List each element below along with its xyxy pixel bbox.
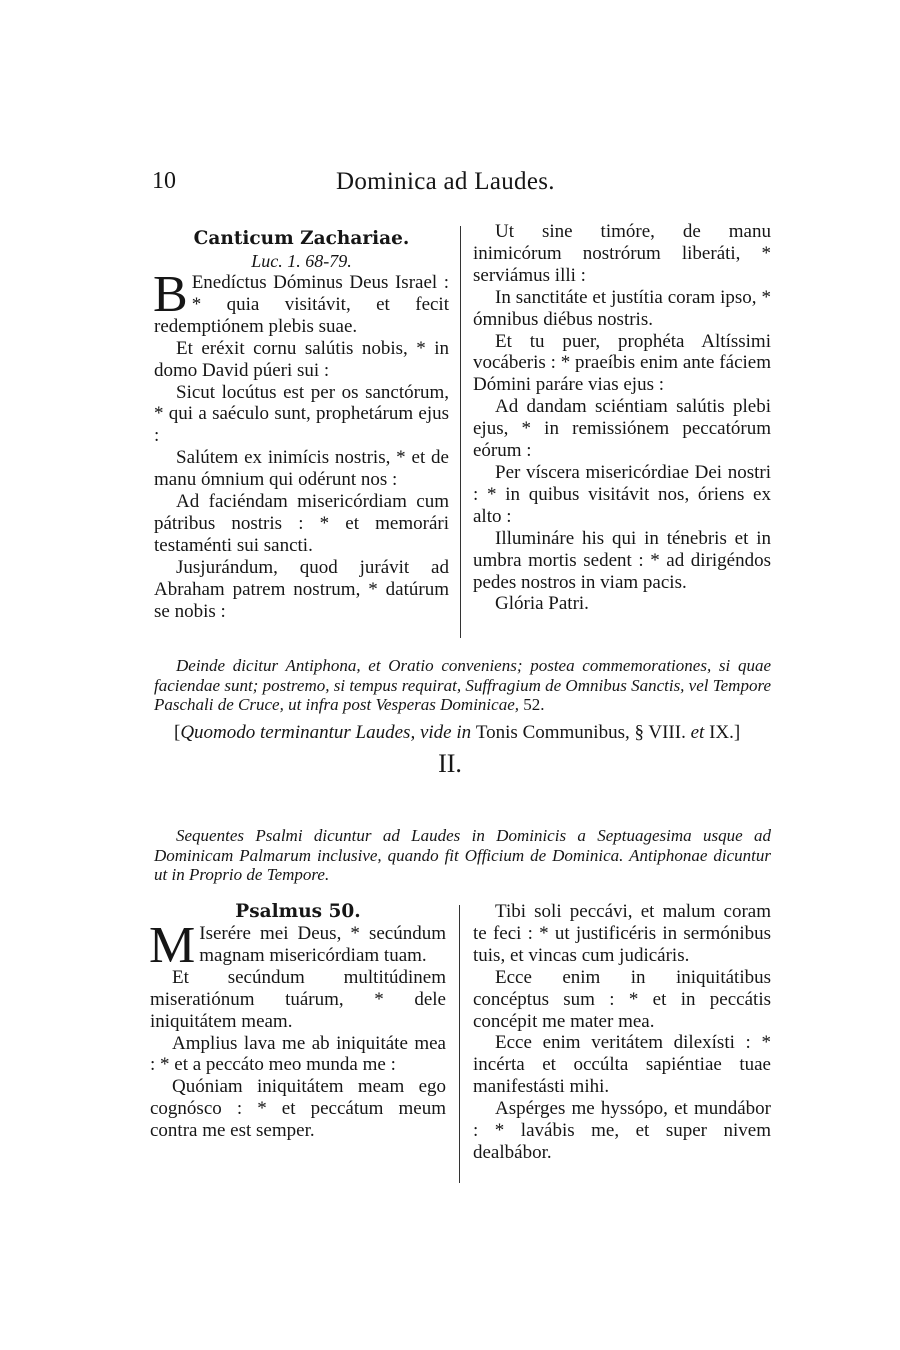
section-numeral: II. [438, 749, 462, 778]
psalm-verse-5: Tibi soli peccávi, et malum coram te feci : * ut justificéris in sermónibus tuis, et vincas cum judicáris. [473, 901, 771, 966]
canticle-verse-1 [153, 266, 449, 338]
rubric-italic: et [690, 722, 705, 743]
rubric-text [154, 656, 771, 715]
canticle-verse-8: In sanctitáte et justítia coram ipso, * ómnibus diébus nostris. [473, 286, 771, 330]
canticle-verse-11: Per víscera misericórdiae Dei nostri : * in quibus visitávit nos, óriens ex alto : [473, 461, 771, 527]
psalm-verse-4: Quóniam iniquitátem meam ego cognósco : * et peccátum meum contra me est semper. [150, 1076, 446, 1142]
running-head [152, 168, 752, 202]
column-rule [459, 905, 460, 1183]
canticle-right-column [473, 221, 771, 615]
rubric-conclusion-text [154, 722, 771, 744]
canticle-heading: Canticum Zachariae. [193, 228, 410, 249]
rubric-after-canticle [154, 656, 771, 715]
psalm-heading: Psalmus 50. [235, 901, 361, 922]
page-number: 10 [152, 168, 176, 194]
column-rule [460, 226, 461, 638]
rubric-roman: Tonis Communibus, § VIII. [475, 722, 686, 743]
psalm-verse-1 [149, 917, 446, 974]
canticle-verse-10: Ad dandam sciéntiam salútis plebi ejus, * in remissiónem peccatórum eórum : [473, 396, 771, 462]
rubric-conclusion [154, 722, 771, 744]
canticle-verse-2: Et eréxit cornu salútis nobis, * in domo David púeri sui : [154, 337, 449, 381]
rubric-psalms-text: Sequentes Psalmi dicuntur ad Laudes in Dominicis a Septuagesima usque ad Dominicam Palmarum inclusive, quando fit Officium de Dominica. Antiphonae dicuntur ut in Proprio de Tempore. [154, 826, 771, 885]
canticle-verse-7: Ut sine timóre, de manu inimicórum nostrórum liberáti, * serviámus illi : [473, 221, 771, 286]
canticle-left-column [154, 228, 449, 623]
psalm-verse-8: Aspérges me hyssópo, et mundábor : * lavábis me, et super nivem dealbábor. [473, 1098, 771, 1163]
psalm-verse-2: Et secúndum multitúdinem miseratiónum tuárum, * dele iniquitátem meam. [150, 966, 446, 1032]
drop-cap: B [153, 266, 188, 323]
bracket: [ [174, 722, 181, 743]
canticle-verse-12: Illumináre his qui in ténebris et in umbra mortis sedent : * ad dirigéndos pedes nostros in viam pacis. [473, 527, 771, 593]
rubric-roman: IX.] [709, 722, 741, 743]
rubric-italic: Quomodo terminantur Laudes, vide in [180, 722, 472, 743]
canticle-verse-9: Et tu puer, prophéta Altíssimi vocáberis : * praeíbis enim ante fáciem Dómini paráre vias ejus : [473, 330, 771, 396]
canticle-reference: Luc. 1. 68-79. [251, 251, 352, 271]
gloria-patri: Glória Patri. [495, 593, 589, 615]
verse-text: Enedíctus Dóminus Deus Israel : * quia visitávit, et fecit redemptiónem plebis suae. [154, 272, 449, 337]
psalm-right-column [473, 901, 771, 1164]
psalm-verse-3: Amplius lava me ab iniquitáte mea : * et a peccáto meo munda me : [150, 1032, 446, 1076]
page-title: Dominica ad Laudes. [336, 168, 555, 195]
psalm-verse-7: Ecce enim veritátem dilexísti : * incérta et occúlta sapiéntiae tuae manifestásti mihi. [473, 1032, 771, 1098]
verse-text: Iserére mei Deus, * secúndum magnam misericórdiam tuam. [199, 923, 446, 966]
page-reference: 52. [523, 695, 545, 715]
canticle-verse-5: Ad faciéndam misericórdiam cum pátribus nostris : * et memorári testaménti sui sancti. [154, 491, 449, 556]
canticle-verse-6: Jusjurándum, quod jurávit ad Abraham patrem nostrum, * datúrum se nobis : [154, 556, 449, 622]
rubric-psalms [154, 826, 771, 885]
canticle-verse-3: Sicut locútus est per os sanctórum, * qui a saéculo sunt, prophetárum ejus : [154, 381, 449, 447]
psalm-left-column [150, 901, 446, 1142]
psalm-verse-6: Ecce enim in iniquitátibus concéptus sum : * et in peccátis concépit me mater mea. [473, 966, 771, 1032]
canticle-verse-4: Salútem ex inimícis nostris, * et de manu ómnium qui odérunt nos : [154, 447, 449, 491]
drop-cap: M [149, 917, 196, 974]
rubric-italic: Deinde dicitur Antiphona, et Oratio conveniens; postea commemorationes, si quae faciendae sunt; postremo, si tempus requirat, Suffragium de Omnibus Sanctis, vel Tempore Paschali de Cruce, ut infra post Vesperas Dominicae, [154, 656, 771, 715]
